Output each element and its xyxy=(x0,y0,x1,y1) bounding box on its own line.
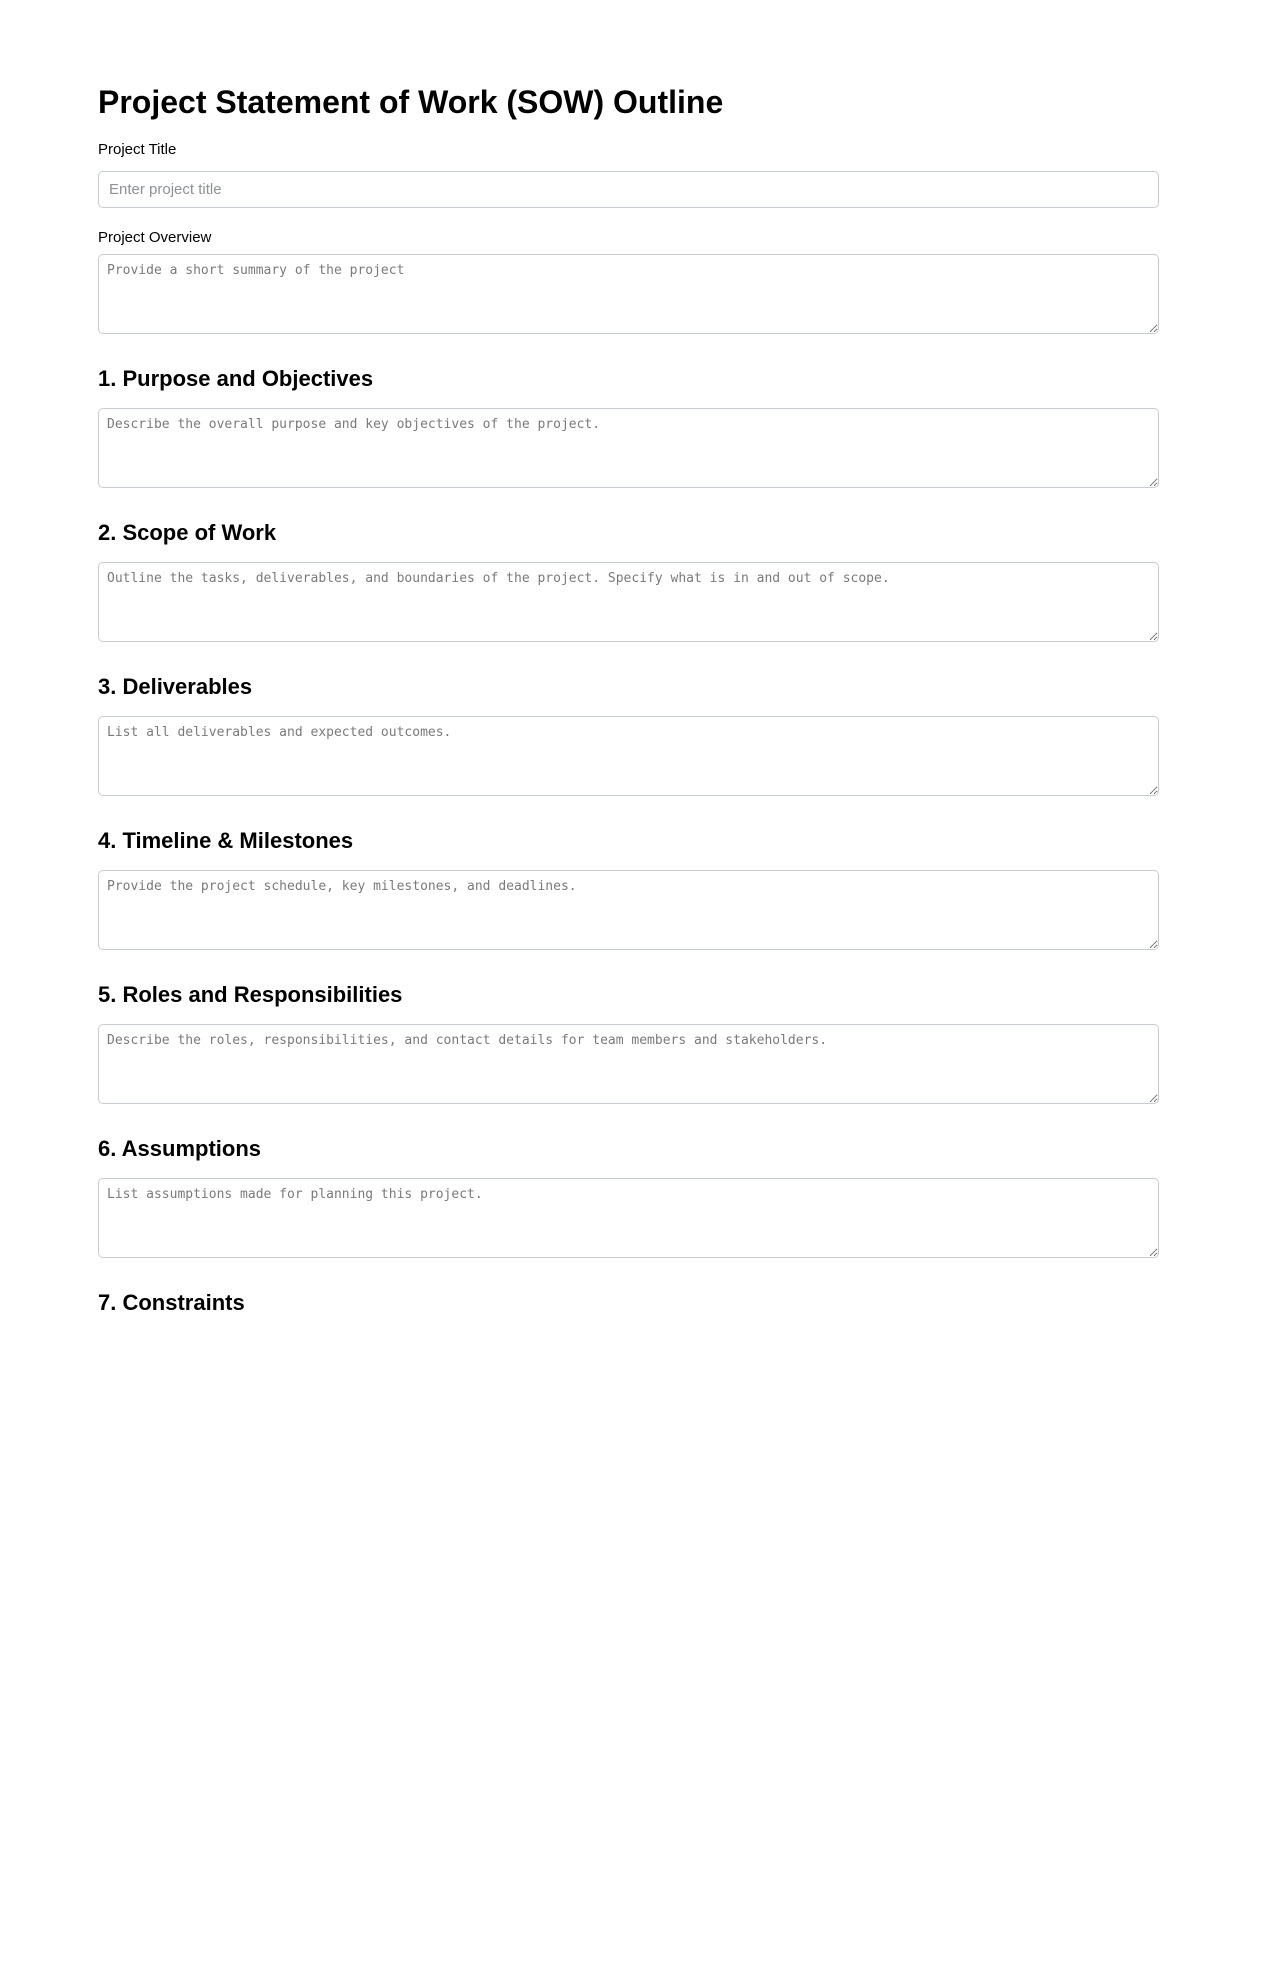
deliverables-textarea[interactable] xyxy=(98,716,1159,796)
section-deliverables xyxy=(98,674,1159,796)
section-constraints xyxy=(98,1290,1159,1316)
section-purpose-and-objectives xyxy=(98,366,1159,488)
project-overview-textarea[interactable] xyxy=(98,254,1159,334)
section-roles-responsibilities xyxy=(98,982,1159,1104)
section-heading-timeline: 4. Timeline & Milestones xyxy=(98,828,354,853)
timeline-textarea[interactable] xyxy=(98,870,1159,950)
section-assumptions xyxy=(98,1136,1159,1258)
roles-textarea[interactable] xyxy=(98,1024,1159,1104)
section-heading-assumptions: 6. Assumptions xyxy=(98,1136,261,1161)
section-heading-purpose: 1. Purpose and Objectives xyxy=(98,366,374,391)
sow-form xyxy=(98,0,1159,1316)
section-heading-roles: 5. Roles and Responsibilities xyxy=(98,982,403,1007)
section-heading-constraints: 7. Constraints xyxy=(98,1290,245,1315)
project-title-label: Project Title xyxy=(98,141,177,158)
section-timeline-milestones xyxy=(98,828,1159,950)
project-overview-label: Project Overview xyxy=(98,229,212,246)
project-title-input[interactable] xyxy=(98,171,1159,208)
assumptions-textarea[interactable] xyxy=(98,1178,1159,1258)
purpose-textarea[interactable] xyxy=(98,408,1159,488)
section-heading-deliverables: 3. Deliverables xyxy=(98,674,253,699)
section-heading-scope: 2. Scope of Work xyxy=(98,520,277,545)
page-title: Project Statement of Work (SOW) Outline xyxy=(98,84,724,120)
section-scope-of-work xyxy=(98,520,1159,642)
scope-textarea[interactable] xyxy=(98,562,1159,642)
